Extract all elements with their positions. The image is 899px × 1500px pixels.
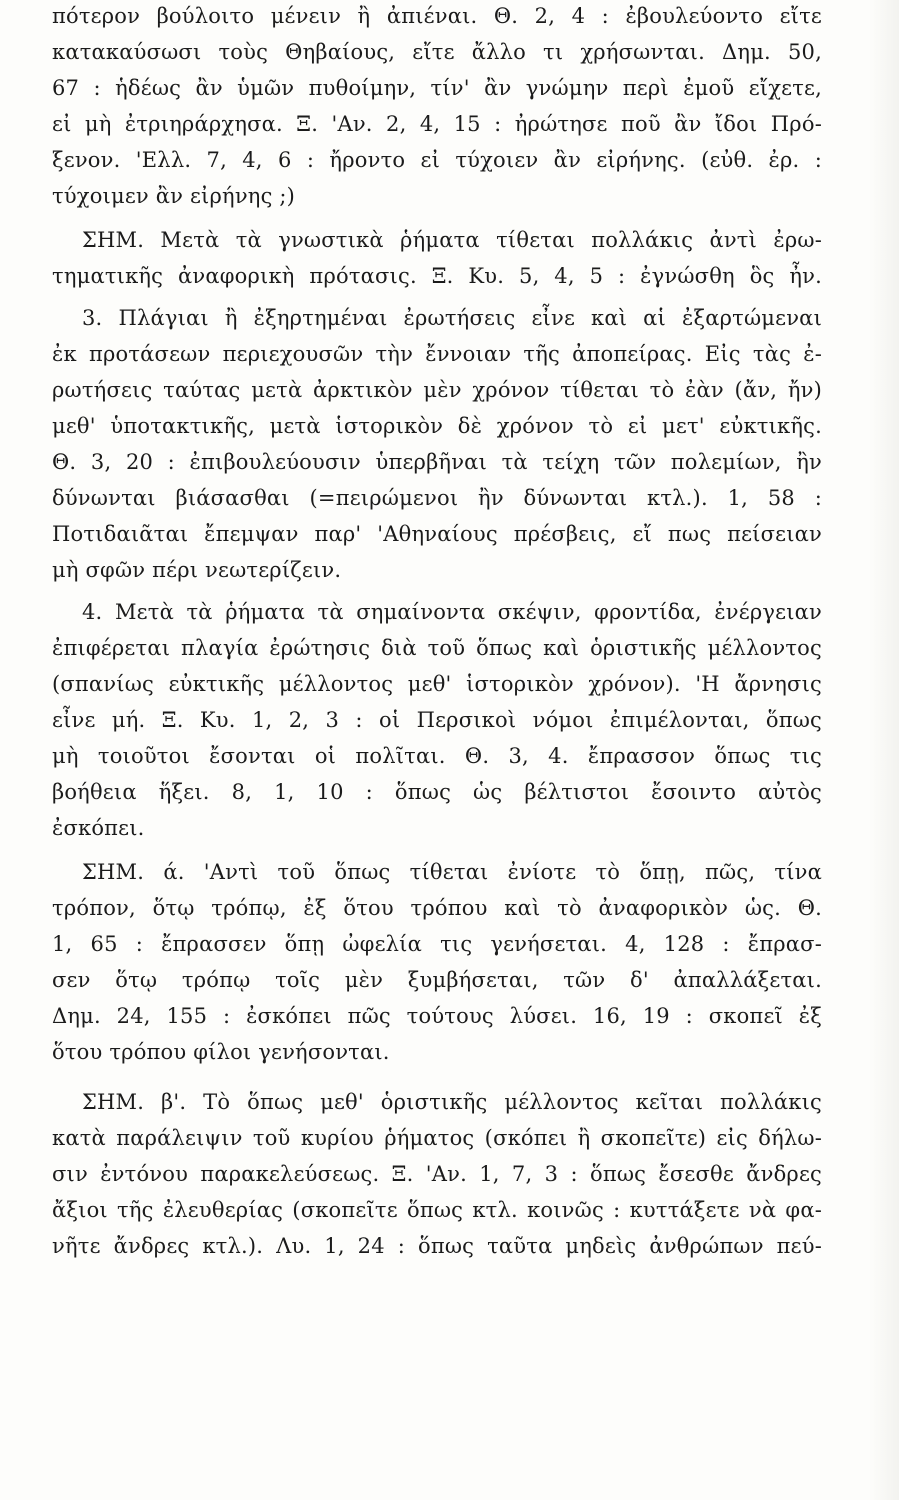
paragraph-3-line: 3. Πλάγιαι ἢ ἐξηρτημέναι ἐρωτήσεις εἶνε καὶ αἱ ἐξαρτώμεναι <box>82 306 822 330</box>
text-line: ξενον. 'Ελλ. 7, 4, 6 : ἤροντο εἰ τύχοιεν ἂν εἰρήνης. (εὐθ. ἐρ. : <box>52 148 822 172</box>
text-line: τύχοιμεν ἂν εἰρήνης ;) <box>52 184 296 208</box>
text-line: νῆτε ἄνδρες κτλ.). Λυ. 1, 24 : ὅπως ταῦτα μηδεὶς ἀνθρώπων πεύ- <box>52 1234 822 1258</box>
text-line: μὴ σφῶν πέρι νεωτερίζειν. <box>52 558 342 582</box>
text-line: ἄξιοι τῆς ἐλευθερίας (σκοπεῖτε ὅπως κτλ. κοινῶς : κυττάξετε νὰ φα- <box>52 1198 822 1222</box>
text-line: κατακαύσωσι τοὺς Θηβαίους, εἴτε ἄλλο τι χρήσωνται. Δημ. 50, <box>52 40 822 64</box>
text-line: πότερον βούλοιτο μένειν ἢ ἀπιέναι. Θ. 2, 4 : ἐβουλεύοντο εἴτε <box>52 4 822 28</box>
text-line: σιν ἐντόνου παρακελεύσεως. Ξ. 'Αν. 1, 7, 3 : ὅπως ἔσεσθε ἄνδρες <box>52 1162 822 1186</box>
text-line: ρωτήσεις ταύτας μετὰ ἀρκτικὸν μὲν χρόνον τίθεται τὸ ἐὰν (ἄν, ἤν) <box>52 378 822 402</box>
text-line: ἐπιφέρεται πλαγία ἐρώτησις διὰ τοῦ ὅπως καὶ ὁριστικῆς μέλλοντος <box>52 636 822 660</box>
text-line: μὴ τοιοῦτοι ἔσονται οἱ πολῖται. Θ. 3, 4. ἔπρασσον ὅπως τις <box>52 744 822 768</box>
text-line: εἰ μὴ ἐτριηράρχησα. Ξ. 'Αν. 2, 4, 15 : ἠρώτησε ποῦ ἂν ἴδοι Πρό- <box>52 112 822 136</box>
text-line: Θ. 3, 20 : ἐπιβουλεύουσιν ὑπερβῆναι τὰ τείχη τῶν πολεμίων, ἢν <box>52 450 822 474</box>
text-line: τρόπον, ὅτῳ τρόπῳ, ἐξ ὅτου τρόπου καὶ τὸ ἀναφορικὸν ὡς. Θ. <box>52 896 822 920</box>
scan-margin <box>869 0 899 1500</box>
text-line: μεθ' ὑποτακτικῆς, μετὰ ἱστορικὸν δὲ χρόνον τὸ εἰ μετ' εὐκτικῆς. <box>52 414 822 438</box>
text-line: κατὰ παράλειψιν τοῦ κυρίου ῥήματος (σκόπει ἢ σκοπεῖτε) εἰς δήλω- <box>52 1126 822 1150</box>
text-line: 67 : ἡδέως ἂν ὑμῶν πυθοίμην, τίν' ἂν γνώμην περὶ ἐμοῦ εἴχετε, <box>52 76 822 100</box>
text-line: ἐκ προτάσεων περιεχουσῶν τὴν ἔννοιαν τῆς ἀποπείρας. Εἰς τὰς ἐ- <box>52 342 822 366</box>
note-line: ΣΗΜ. Μετὰ τὰ γνωστικὰ ῥήματα τίθεται πολλάκις ἀντὶ ἐρω- <box>82 228 822 252</box>
text-line: ὅτου τρόπου φίλοι γενήσονται. <box>52 1040 390 1064</box>
text-line: Ποτιδαιᾶται ἔπεμψαν παρ' 'Αθηναίους πρέσβεις, εἴ πως πείσειαν <box>52 522 822 546</box>
text-line: 1, 65 : ἔπρασσεν ὅπῃ ὠφελία τις γενήσεται. 4, 128 : ἔπρασ- <box>52 932 822 956</box>
text-line: τηματικῆς ἀναφορικὴ πρότασις. Ξ. Κυ. 5, 4, 5 : ἐγνώσθη ὃς ἦν. <box>52 264 822 288</box>
text-line: βοήθεια ἥξει. 8, 1, 10 : ὅπως ὡς βέλτιστοι ἔσοιντο αὐτὸς <box>52 780 822 804</box>
text-line: εἶνε μή. Ξ. Κυ. 1, 2, 3 : οἱ Περσικοὶ νόμοι ἐπιμέλονται, ὅπως <box>52 708 822 732</box>
text-line: Δημ. 24, 155 : ἐσκόπει πῶς τούτους λύσει. 16, 19 : σκοπεῖ ἐξ <box>52 1004 822 1028</box>
text-line: σεν ὅτῳ τρόπῳ τοῖς μὲν ξυμβήσεται, τῶν δ' ἀπαλλάξεται. <box>52 968 822 992</box>
note-a-line: ΣΗΜ. ά. 'Αντὶ τοῦ ὅπως τίθεται ἐνίοτε τὸ ὅπῃ, πῶς, τίνα <box>82 860 822 884</box>
text-line: ἐσκόπει. <box>52 816 145 840</box>
text-line: (σπανίως εὐκτικῆς μέλλοντος μεθ' ἱστορικὸν χρόνον). 'Η ἄρνησις <box>52 672 822 696</box>
paragraph-4-line: 4. Μετὰ τὰ ῥήματα τὰ σημαίνοντα σκέψιν, φροντίδα, ἐνέργειαν <box>82 600 822 624</box>
note-b-line: ΣΗΜ. β'. Τὸ ὅπως μεθ' ὁριστικῆς μέλλοντος κεῖται πολλάκις <box>82 1090 822 1114</box>
text-line: δύνωνται βιάσασθαι (=πειρώμενοι ἢν δύνωνται κτλ.). 1, 58 : <box>52 486 822 510</box>
